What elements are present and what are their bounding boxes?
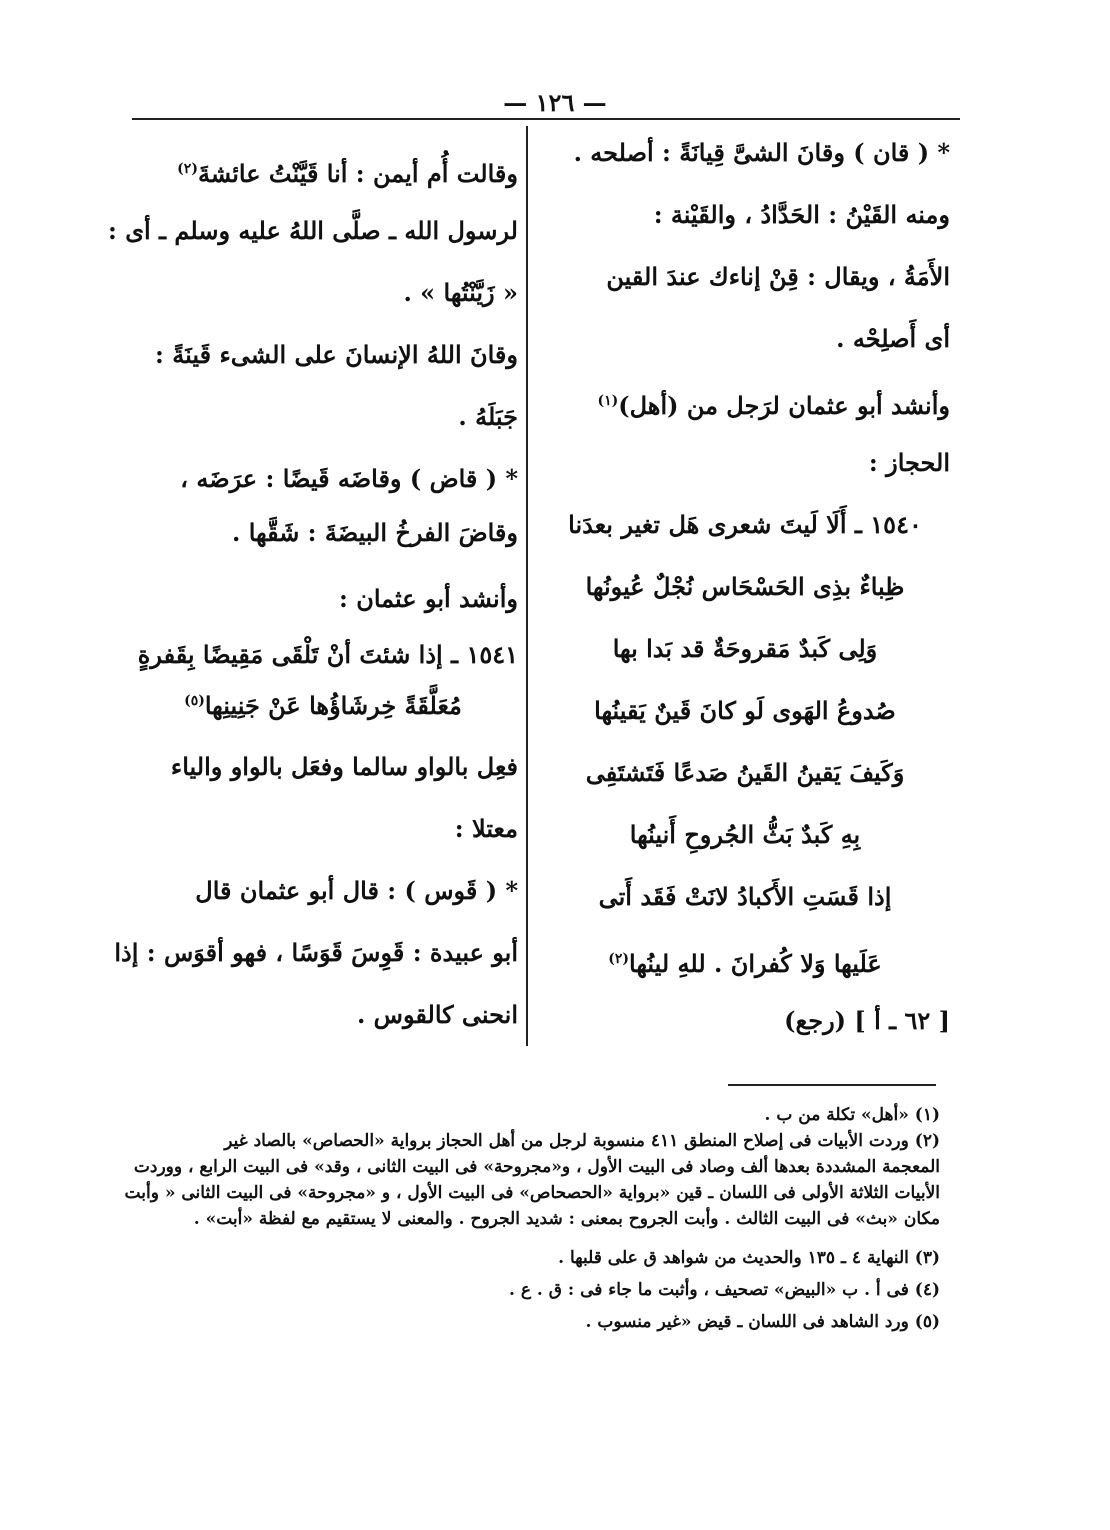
right-line-3: الأَمَةُ ، ويقال : قِنْ إناءك عندَ القين bbox=[606, 262, 950, 291]
footnote-1: (١) «أهل» تكلة من ب . bbox=[764, 1105, 940, 1125]
left-column bbox=[108, 138, 518, 1062]
verse-1540-line-5: وَكَيفَ يَقينُ القَينُ صَدعًا فَتَشتَفِى bbox=[585, 758, 905, 787]
folio-reference: [ ٦٢ ـ أ ] (رجع) bbox=[784, 1006, 950, 1035]
left-line-13: * ( قَوس ) : قال أبو عثمان قال bbox=[195, 876, 518, 905]
right-line-5 bbox=[540, 386, 950, 448]
verse-1540-line-8-text: عَلَيها وَلا كُفرانَ . للهِ لينُها bbox=[629, 949, 882, 978]
left-line-14: أبو عبيدة : قَوِسَ قَوَسًا ، فهو أقوَس : إذا bbox=[114, 938, 518, 967]
column-divider bbox=[526, 126, 528, 1046]
verse-1541-line-2-text: مُعَلَّقَةً خِرشَاؤُها عَنْ جَنِينِها bbox=[204, 691, 462, 720]
footnote-mark-1: (١) bbox=[597, 393, 619, 409]
footnote-rule bbox=[728, 1084, 936, 1086]
footnote-4: (٤) فى أ . ب «البيض» تصحيف ، وأثبت ما جاء فى : ق . ع . bbox=[509, 1280, 940, 1300]
left-line-1-text: وقالت أُم أيمن : أنا قَيَّنْتُ عائشةَ bbox=[197, 159, 518, 188]
section-heading-2: معتلا : bbox=[454, 814, 518, 843]
footnote-2-line-2: المعجمة المشددة بعدها ألف وصاد فى البيت الأول ، و«مجروحة» فى البيت الثانى ، وقد» فى البيت الرابع ، ووردت bbox=[133, 1157, 940, 1177]
left-line-3: « زَيَّنْتُها » . bbox=[403, 278, 518, 307]
left-line-1 bbox=[128, 154, 518, 216]
section-heading-1: فعِل بالواو سالما وفعَل بالواو والياء bbox=[170, 752, 518, 781]
footnote-mark-5: (٥) bbox=[184, 693, 205, 709]
left-line-7: وقاضَ الفرخُ البيضَةَ : شَقَّها . bbox=[231, 518, 518, 547]
footnote-mark-2b: (٢) bbox=[177, 161, 198, 177]
footnote-2-line-3: الأبيات الثلاثة الأولى فى اللسان ـ قين «برواية «الحصحاص» فى البيت الأول ، و «مجروحة» فى البيت الثانى « وأبت bbox=[124, 1183, 940, 1203]
footnote-2-line-1: (٢) وردت الأبيات فى إصلاح المنطق ٤١١ منسوبة لرجل من أهل الحجاز برواية «الحصاص» بالصاد غير bbox=[224, 1131, 940, 1151]
footnotes bbox=[120, 1102, 940, 1338]
verse-1541-line-1: ١٥٤١ ـ إذا شئتَ أنْ تَلْقَى مَقِيضًا بِقَفرةٍ bbox=[137, 640, 518, 669]
left-line-2: لرسول الله ـ صلَّى اللهُ عليه وسلم ـ أى : bbox=[108, 216, 518, 245]
header-rule bbox=[132, 118, 960, 120]
right-line-6: الحجاز : bbox=[868, 448, 950, 477]
verse-1540-line-3: وَلِى كَبدٌ مَقروحَةٌ قد بَدا بها bbox=[612, 634, 878, 663]
footnote-2-line-4: مكان «بث» فى البيت الثالث . وأبت الجروح بمعنى : شديد الجروح . والمعنى لا يستقيم مع لفظة «أبت» . bbox=[193, 1209, 940, 1229]
verse-1540-line-7: إذا قَسَتِ الأَكبادُ لانَتْ فَقَد أَتى bbox=[598, 882, 892, 911]
left-line-6: * ( قاض ) وقاضَه قَيضًا : عرَضَه ، bbox=[180, 464, 518, 493]
verse-1540-line-1: ١٥٤٠ ـ أَلَا لَيتَ شعرى هَل تغير بعدَنا bbox=[568, 510, 922, 539]
footnote-gap bbox=[120, 1232, 940, 1242]
left-line-8: وأنشد أبو عثمان : bbox=[339, 584, 518, 613]
verse-1540-line-2: ظِباءٌ بذِى الحَسْحَاس نُجْلٌ عُيونُها bbox=[585, 572, 905, 601]
left-line-4: وقانَ اللهُ الإنسانَ على الشىء قَينَةً : bbox=[155, 340, 518, 369]
right-line-4: أى أَصلِحْه . bbox=[836, 324, 950, 353]
page-number: — ١٢٦ — bbox=[503, 88, 607, 117]
verse-1541-line-2 bbox=[128, 686, 518, 752]
verse-1540-line-4: صُدوعُ الهَوى لَو كانَ قَينٌ يَقينُها bbox=[594, 696, 896, 725]
footnote-5: (٥) ورد الشاهد فى اللسان ـ قيض «غير منسوب . bbox=[585, 1312, 940, 1332]
verse-1540-line-8 bbox=[540, 944, 950, 1006]
right-line-2: ومنه القَيْنُ : الحَدَّادُ ، والقَيْنة : bbox=[653, 200, 950, 229]
footnote-mark-2: (٢) bbox=[608, 951, 630, 967]
right-line-5-text: وأنشد أبو عثمان لرَجل من (أهل) bbox=[618, 391, 950, 420]
footnote-3: (٣) النهاية ٤ ـ ١٣٥ والحديث من شواهد ق على قلبها . bbox=[558, 1248, 940, 1268]
right-column bbox=[540, 138, 950, 1068]
left-line-15: انحنى كالقوس . bbox=[356, 1000, 518, 1029]
left-line-5: جَبَلَهُ . bbox=[458, 402, 518, 431]
right-line-1: * ( قان ) وقانَ الشىَّ قِيانَةً : أصلحه . bbox=[573, 138, 950, 167]
verse-1540-line-6: بِهِ كَبدٌ بَثُّ الجُروحِ أَنينُها bbox=[629, 820, 861, 849]
